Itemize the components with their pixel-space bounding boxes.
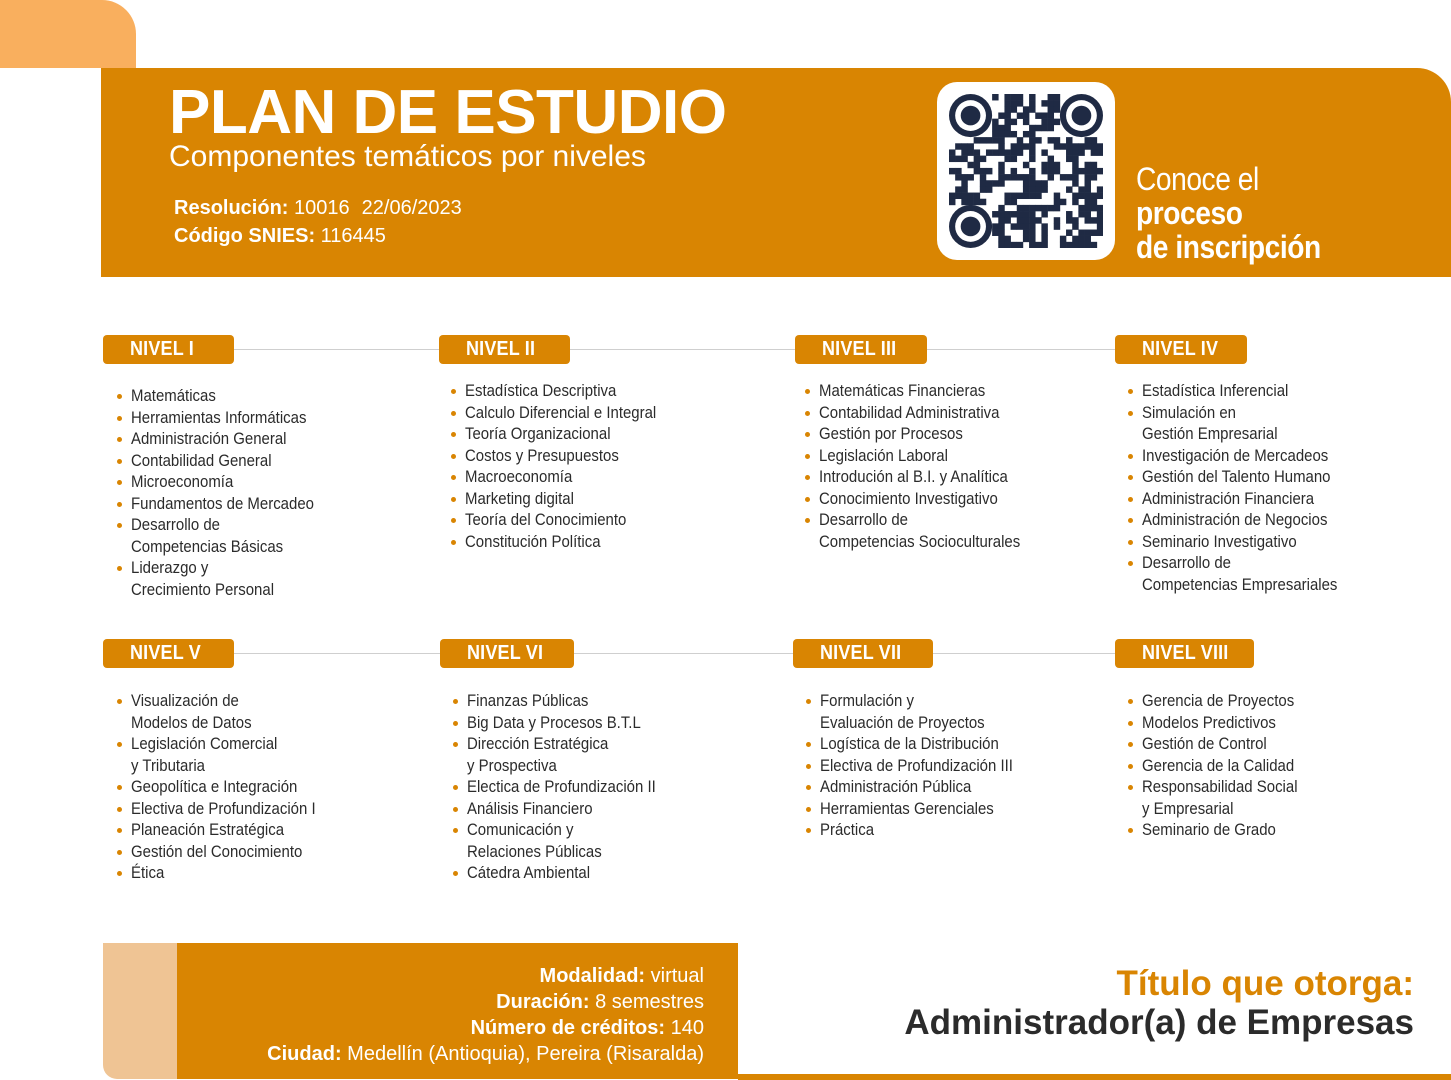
level-row-2-line (574, 653, 794, 654)
course-text: Gerencia de Proyectos (1142, 691, 1295, 710)
course-item (453, 798, 682, 820)
course-text: Teoría Organizacional (465, 424, 611, 443)
course-item (453, 712, 682, 734)
course-item (805, 466, 1048, 488)
course-text: Gestión del Talento Humano (1142, 467, 1331, 486)
course-item (1128, 755, 1319, 777)
course-item (117, 407, 339, 429)
course-list-level-6 (453, 690, 682, 884)
course-item (1128, 380, 1364, 402)
course-item (117, 690, 341, 733)
course-text: Macroeconomía (465, 467, 573, 486)
course-text: Ética (131, 863, 165, 882)
course-text: Matemáticas Financieras (819, 381, 986, 400)
course-text: Modelos Predictivos (1142, 712, 1276, 732)
course-item (806, 733, 1039, 755)
program-info-panel (177, 943, 738, 1079)
level-row-2-line (234, 653, 440, 654)
course-text: Seminario Investigativo (1142, 531, 1297, 551)
credits-row: Número de créditos: 140 (470, 1017, 704, 1039)
course-item (117, 819, 341, 841)
level-badge-6: NIVEL VI (440, 639, 574, 668)
course-item (451, 509, 682, 531)
course-text: Gestión por Procesos (819, 424, 963, 443)
course-text: Crecimiento Personal (131, 579, 275, 599)
course-item (451, 402, 682, 424)
course-item (1128, 402, 1364, 445)
course-item (1128, 445, 1364, 467)
course-text: Liderazgo y (131, 558, 209, 577)
page-title: PLAN DE ESTUDIO (169, 78, 727, 147)
level-row-1-line (927, 349, 1116, 350)
course-item (806, 776, 1039, 798)
resolution-label: Resolución: (174, 197, 289, 219)
course-text: Contabilidad General (131, 450, 272, 470)
qr-code-icon (949, 94, 1103, 248)
course-text: Microeconomía (131, 472, 234, 491)
level-badge-2: NIVEL II (439, 335, 570, 364)
course-item (453, 733, 682, 776)
course-text: Gestión del Conocimiento (131, 841, 303, 861)
level-badge-1: NIVEL I (103, 335, 234, 364)
course-text: Responsabilidad Social (1142, 777, 1298, 796)
course-item (117, 862, 341, 884)
course-list-level-3 (805, 380, 1048, 552)
course-item (451, 488, 682, 510)
course-item (451, 380, 682, 402)
level-row-1-line (570, 349, 796, 350)
cta-line-1: Conoce el (1136, 161, 1259, 197)
course-item (453, 819, 682, 862)
snies-line (174, 226, 386, 246)
page-subtitle: Componentes temáticos por niveles (169, 140, 646, 173)
course-text: Marketing digital (465, 488, 574, 508)
course-item (117, 733, 341, 776)
course-item (451, 531, 682, 553)
course-text: Electica de Profundización II (467, 777, 656, 796)
course-item (806, 690, 1039, 733)
course-text: Competencias Básicas (131, 536, 284, 556)
snies-value: 116445 (320, 225, 386, 247)
course-item (453, 690, 682, 712)
course-list-level-8 (1128, 690, 1319, 841)
course-item (805, 380, 1048, 402)
course-text: Gestión Empresarial (1142, 424, 1278, 443)
course-item (117, 428, 339, 450)
cta-line-3: de inscripción (1136, 229, 1321, 265)
course-text: Logística de la Distribución (820, 734, 999, 753)
course-item (453, 862, 682, 884)
program-info (267, 963, 704, 1067)
duration-row: Duración: 8 semestres (496, 991, 704, 1013)
level-badge-8: NIVEL VIII (1115, 639, 1254, 668)
course-item (117, 450, 339, 472)
course-item (805, 423, 1048, 445)
course-text: Desarrollo de (819, 510, 908, 529)
course-text: Administración de Negocios (1142, 510, 1328, 529)
course-item (451, 423, 682, 445)
course-item (1128, 776, 1319, 819)
course-text: Comunicación y (467, 820, 574, 839)
course-text: Investigación de Mercadeos (1142, 445, 1329, 465)
qr-code[interactable] (937, 82, 1115, 260)
course-text: Análisis Financiero (467, 798, 593, 818)
footer-bottom-bar (738, 1074, 1451, 1080)
course-text: Competencias Socioculturales (819, 531, 1021, 551)
course-item (806, 819, 1039, 841)
course-item (453, 776, 682, 798)
course-item (117, 798, 341, 820)
course-text: Teoría del Conocimiento (465, 510, 627, 529)
course-list-level-7 (806, 690, 1039, 841)
course-item (117, 841, 341, 863)
level-badge-5: NIVEL V (103, 639, 234, 668)
course-item (806, 755, 1039, 777)
resolution-line (174, 198, 462, 218)
course-text: Constitución Política (465, 531, 601, 551)
course-text: Conocimiento Investigativo (819, 488, 998, 508)
course-item (117, 471, 339, 493)
degree-title: Administrador(a) de Empresas (904, 1003, 1414, 1042)
course-item (1128, 690, 1319, 712)
course-text: Cátedra Ambiental (467, 863, 591, 882)
course-text: Herramientas Informáticas (131, 407, 307, 427)
course-text: Contabilidad Administrativa (819, 402, 1000, 422)
course-text: y Prospectiva (467, 755, 557, 775)
course-list-level-4 (1128, 380, 1364, 595)
resolution-number: 10016 (294, 197, 350, 219)
course-text: Gerencia de la Calidad (1142, 755, 1295, 775)
course-text: Finanzas Públicas (467, 691, 589, 710)
inscription-cta[interactable] (1136, 162, 1321, 264)
degree-label: Título que otorga: (1116, 964, 1414, 1003)
course-text: Electiva de Profundización III (820, 755, 1013, 775)
course-item (117, 557, 339, 600)
city-row: Ciudad: Medellín (Antioquia), Pereira (Risaralda) (267, 1043, 704, 1065)
course-item (1128, 552, 1364, 595)
course-text: Visualización de (131, 691, 239, 710)
course-text: y Empresarial (1142, 798, 1234, 818)
course-item (1128, 531, 1364, 553)
course-item (451, 466, 682, 488)
course-item (1128, 733, 1319, 755)
course-text: Desarrollo de (131, 515, 220, 534)
course-text: Legislación Laboral (819, 445, 948, 465)
course-item (805, 445, 1048, 467)
modality-row: Modalidad: virtual (539, 965, 704, 987)
course-item (805, 402, 1048, 424)
course-text: Dirección Estratégica (467, 734, 609, 753)
course-item (805, 509, 1048, 552)
course-list-level-1 (117, 385, 339, 600)
course-item (1128, 488, 1364, 510)
course-text: Costos y Presupuestos (465, 445, 619, 465)
course-text: Evaluación de Proyectos (820, 712, 985, 732)
level-badge-7: NIVEL VII (793, 639, 933, 668)
course-item (1128, 509, 1364, 531)
course-text: Estadística Inferencial (1142, 381, 1289, 400)
course-text: Estadística Descriptiva (465, 381, 617, 400)
course-text: Formulación y (820, 691, 914, 710)
course-text: Seminario de Grado (1142, 820, 1276, 839)
course-text: Administración Financiera (1142, 488, 1315, 508)
course-item (451, 445, 682, 467)
corner-tab (0, 0, 136, 68)
course-text: Calculo Diferencial e Integral (465, 402, 657, 422)
course-list-level-2 (451, 380, 682, 552)
course-item (117, 514, 339, 557)
course-text: Introdución al B.I. y Analítica (819, 467, 1008, 486)
cta-line-2: proceso (1136, 195, 1243, 231)
course-text: Geopolítica e Integración (131, 777, 298, 796)
level-row-1-line (234, 349, 440, 350)
course-item (117, 385, 339, 407)
course-text: Administración Pública (820, 777, 972, 796)
level-row-2-line (933, 653, 1116, 654)
course-item (1128, 819, 1319, 841)
course-item (806, 798, 1039, 820)
course-text: Relaciones Públicas (467, 841, 602, 861)
course-item (805, 488, 1048, 510)
course-item (1128, 712, 1319, 734)
course-text: y Tributaria (131, 755, 206, 775)
course-text: Electiva de Profundización I (131, 798, 316, 818)
course-text: Administración General (131, 429, 287, 448)
course-text: Planeación Estratégica (131, 820, 285, 839)
header-banner (101, 68, 1451, 277)
course-text: Legislación Comercial (131, 734, 278, 753)
level-badge-3: NIVEL III (795, 335, 927, 364)
course-item (1128, 466, 1364, 488)
resolution-date: 22/06/2023 (361, 197, 462, 219)
course-text: Gestión de Control (1142, 734, 1267, 753)
snies-label: Código SNIES: (174, 225, 316, 247)
course-text: Modelos de Datos (131, 712, 252, 732)
course-item (117, 493, 339, 515)
course-text: Simulación en (1142, 402, 1236, 422)
course-list-level-5 (117, 690, 341, 884)
course-text: Desarrollo de (1142, 553, 1231, 572)
course-text: Big Data y Procesos B.T.L (467, 712, 641, 732)
course-text: Fundamentos de Mercadeo (131, 493, 314, 513)
level-badge-4: NIVEL IV (1115, 335, 1247, 364)
course-text: Matemáticas (131, 386, 216, 405)
course-text: Competencias Empresariales (1142, 574, 1338, 594)
course-text: Herramientas Gerenciales (820, 798, 994, 818)
course-text: Práctica (820, 820, 875, 839)
course-item (117, 776, 341, 798)
